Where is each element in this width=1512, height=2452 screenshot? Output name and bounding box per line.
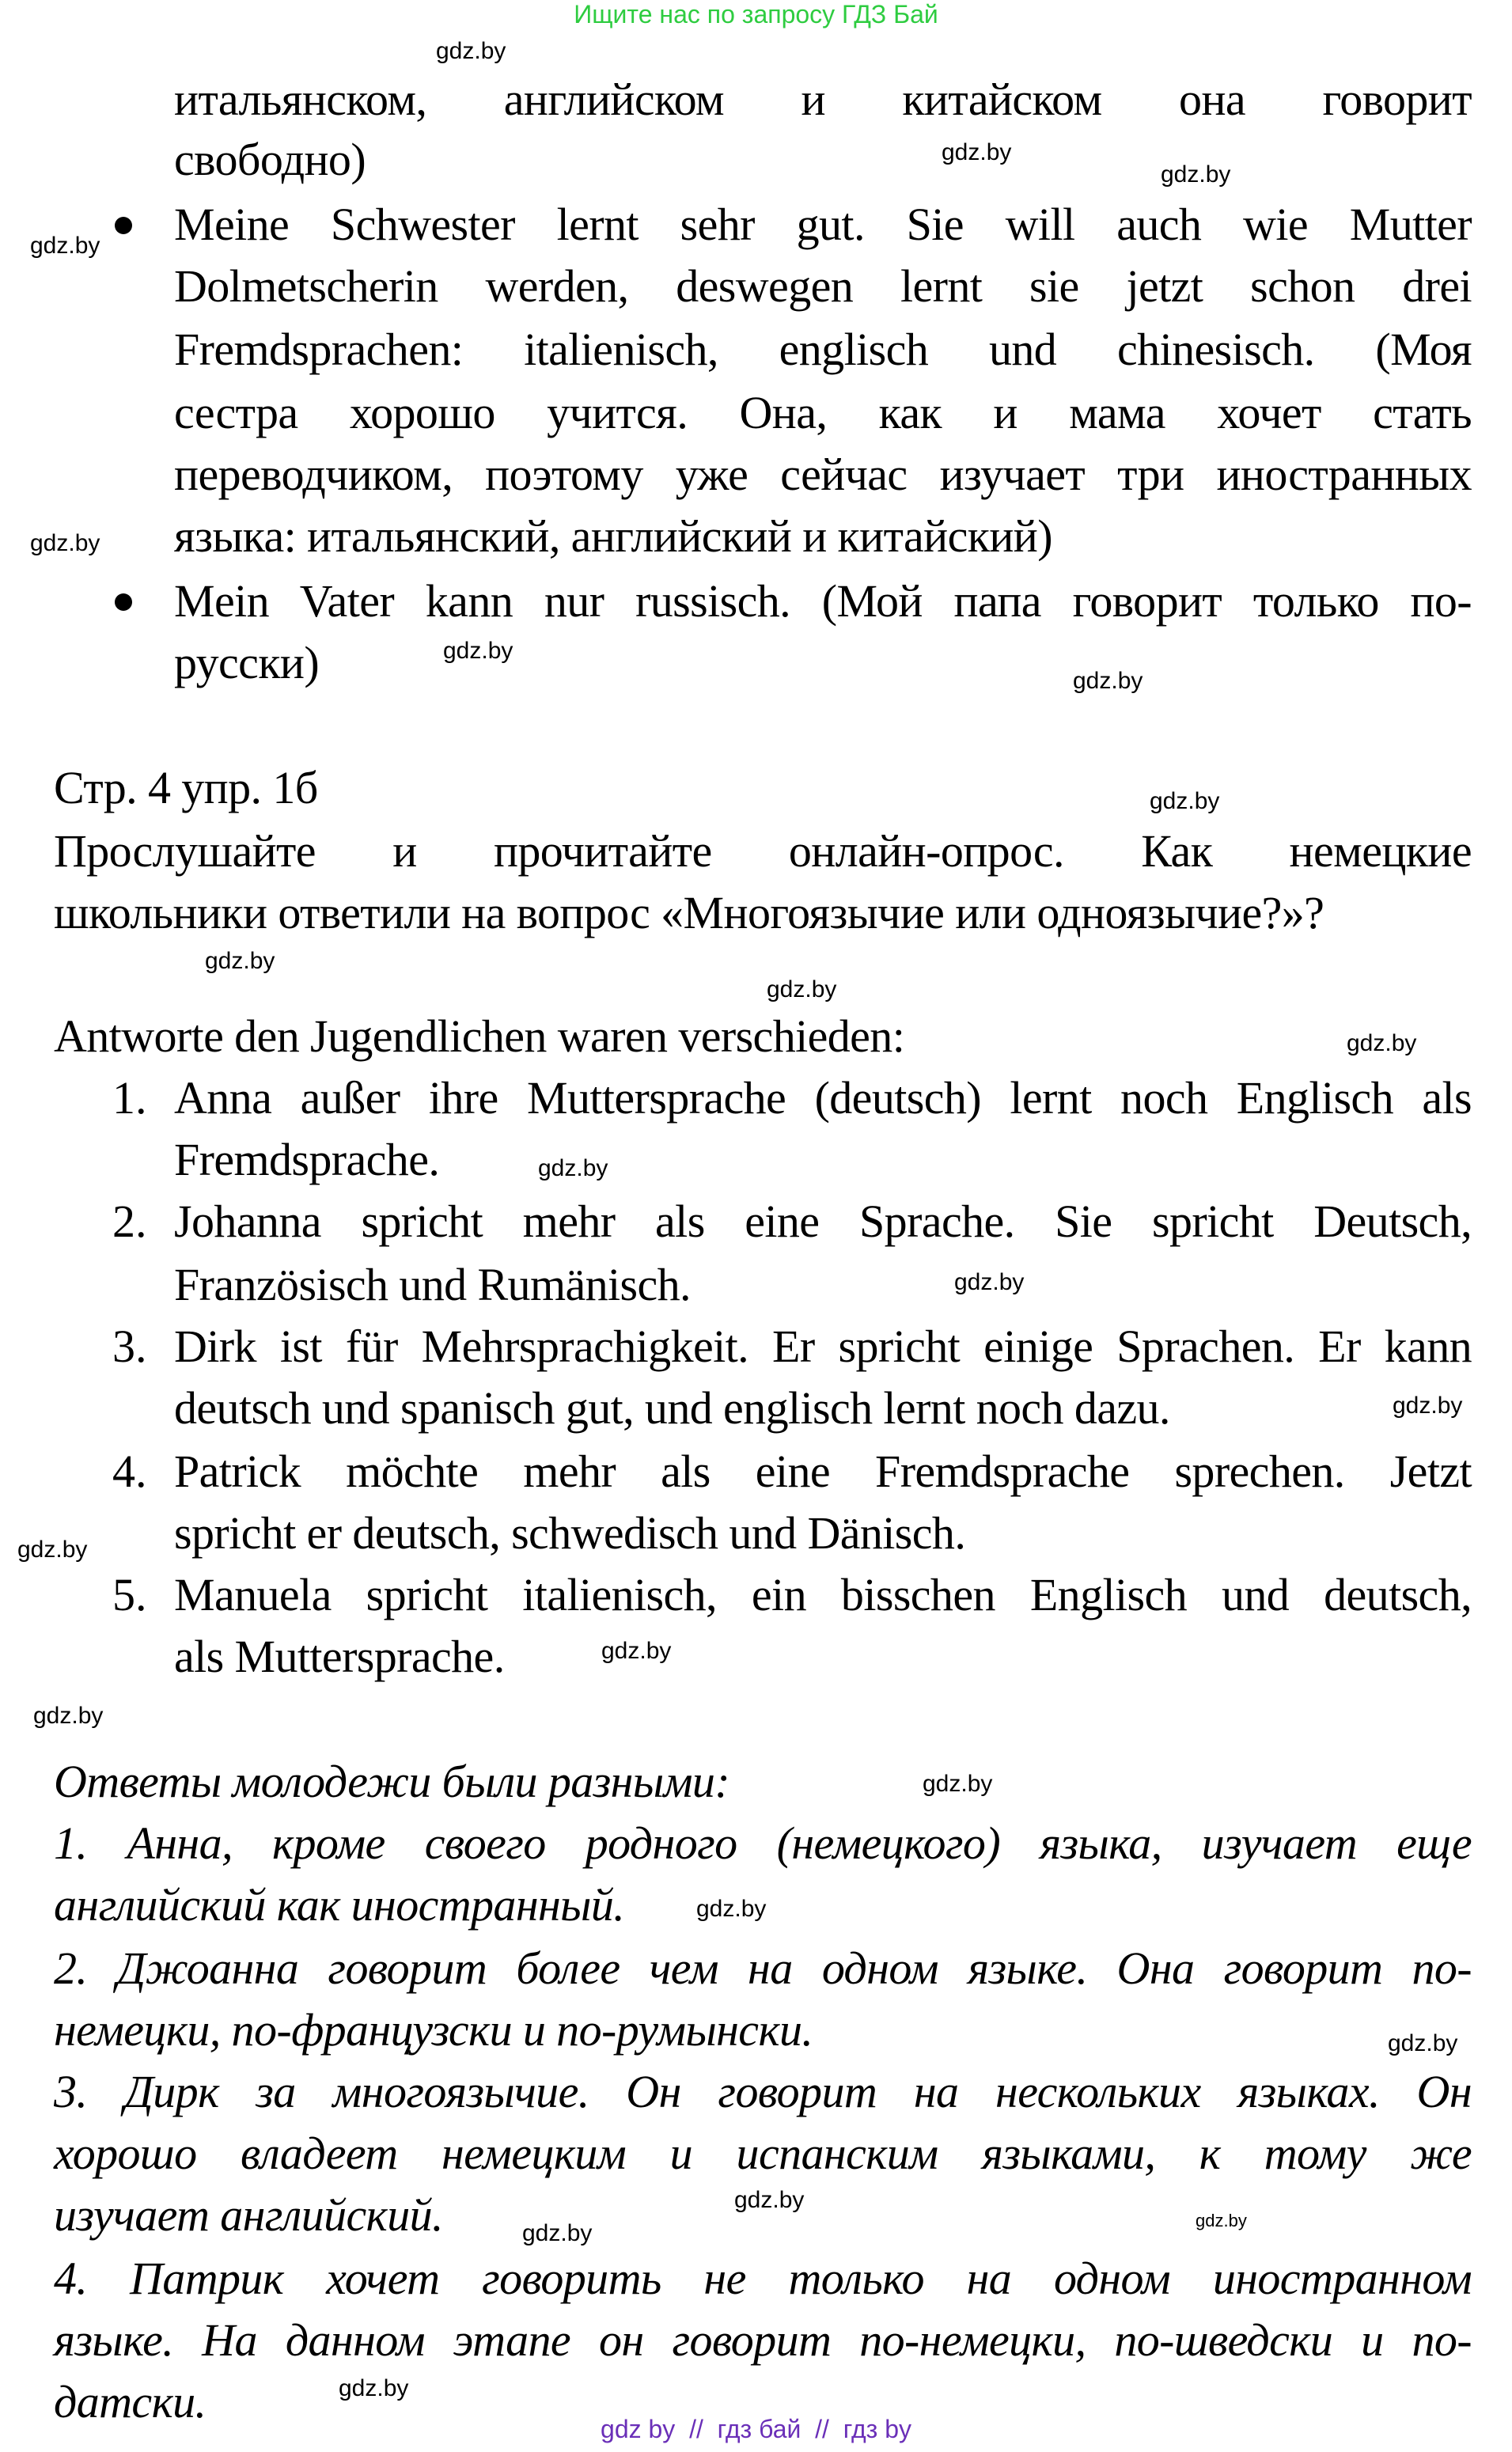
watermark: gdz.by <box>1388 2030 1458 2056</box>
translation-line: языке. На данном этапе он говорит по-немецки, по-шведски и по- <box>54 2314 1472 2366</box>
watermark: gdz.by <box>1196 2211 1247 2230</box>
answer-line: Manuela spricht italienisch, ein bisschen Englisch und deutsch, <box>174 1569 1472 1620</box>
answer-line: deutsch und spanisch gut, und englisch lernt noch dazu. <box>174 1382 1170 1434</box>
answer-line: Anna außer ihre Muttersprache (deutsch) lernt noch Englisch als <box>174 1072 1472 1124</box>
watermark: gdz.by <box>17 1537 88 1563</box>
answer-line: spricht er deutsch, schwedisch und Dänisch. <box>174 1507 966 1559</box>
list-number: 1. <box>112 1072 147 1124</box>
translation-line: немецки, по-французски и по-румынски. <box>54 2004 813 2056</box>
watermark: gdz.by <box>1161 161 1231 188</box>
watermark: gdz.by <box>33 1703 104 1729</box>
translation-line: 1. Анна, кроме своего родного (немецкого) языка, изучает еще <box>54 1817 1472 1869</box>
watermark: gdz.by <box>30 530 100 556</box>
text-line: Mein Vater kann nur russisch. (Мой папа говорит только по- <box>174 575 1472 627</box>
footer-links[interactable]: gdz by // гдз бай // гдз by <box>601 2415 911 2443</box>
watermark: gdz.by <box>1393 1393 1463 1419</box>
watermark: gdz.by <box>443 638 513 664</box>
translation-line: изучает английский. <box>54 2189 443 2241</box>
watermark: gdz.by <box>205 948 275 974</box>
bullet-icon <box>115 593 132 611</box>
watermark: gdz.by <box>734 2187 805 2213</box>
watermark: gdz.by <box>696 1896 767 1922</box>
text-line: свободно) <box>174 134 366 185</box>
translation-line: 3. Дирк за многоязычие. Он говорит на нескольких языках. Он <box>54 2066 1472 2117</box>
watermark: gdz.by <box>339 2375 409 2401</box>
watermark: gdz.by <box>942 139 1012 165</box>
text-line: итальянском, английском и китайском она говорит <box>174 74 1472 125</box>
bullet-icon <box>115 217 132 234</box>
text-line: Fremdsprachen: italienisch, englisch und chinesisch. (Моя <box>174 324 1472 375</box>
translation-line: датски. <box>54 2376 207 2427</box>
list-number: 2. <box>112 1196 147 1247</box>
search-banner: Ищите нас по запросу ГДЗ Бай <box>574 0 938 28</box>
list-number: 3. <box>112 1321 147 1372</box>
translation-line: английский как иностранный. <box>54 1879 625 1931</box>
answer-intro: Antworte den Jugendlichen waren verschieden: <box>54 1010 905 1062</box>
watermark: gdz.by <box>1347 1030 1417 1056</box>
answer-line: Französisch und Rumänisch. <box>174 1259 691 1310</box>
watermark: gdz.by <box>538 1155 608 1181</box>
watermark: gdz.by <box>923 1771 993 1797</box>
text-line: переводчиком, поэтому уже сейчас изучает три иностранных <box>174 449 1472 500</box>
answer-line: Fremdsprache. <box>174 1134 440 1185</box>
watermark: gdz.by <box>1073 668 1143 694</box>
answer-line: Johanna spricht mehr als eine Sprache. Sie spricht Deutsch, <box>174 1196 1472 1247</box>
task-line: Прослушайте и прочитайте онлайн-опрос. Как немецкие <box>54 825 1472 877</box>
translation-line: хорошо владеет немецким и испанским языками, к тому же <box>54 2128 1472 2179</box>
text-line: Meine Schwester lernt sehr gut. Sie will auch wie Mutter <box>174 199 1472 250</box>
task-line: школьники ответили на вопрос «Многоязычие или одноязычие?»? <box>54 887 1324 938</box>
translation-line: 2. Джоанна говорит более чем на одном языке. Она говорит по- <box>54 1942 1472 1994</box>
list-number: 5. <box>112 1569 147 1620</box>
watermark: gdz.by <box>436 38 506 64</box>
list-number: 4. <box>112 1446 147 1497</box>
answer-line: Patrick möchte mehr als eine Fremdsprache sprechen. Jetzt <box>174 1446 1472 1497</box>
watermark: gdz.by <box>767 976 837 1002</box>
text-line: сестра хорошо учится. Она, как и мама хочет стать <box>174 387 1472 438</box>
text-line: Dolmetscherin werden, deswegen lernt sie jetzt schon drei <box>174 260 1472 312</box>
text-line: русски) <box>174 637 320 688</box>
watermark: gdz.by <box>601 1638 672 1664</box>
translation-line: 4. Патрик хочет говорить не только на одном иностранном <box>54 2253 1472 2304</box>
watermark: gdz.by <box>522 2220 593 2246</box>
watermark: gdz.by <box>954 1269 1025 1295</box>
text-line: языка: итальянский, английский и китайский) <box>174 510 1052 562</box>
exercise-heading: Стр. 4 упр. 1б <box>54 762 318 813</box>
answer-line: Dirk ist für Mehrsprachigkeit. Er spricht einige Sprachen. Er kann <box>174 1321 1472 1372</box>
watermark: gdz.by <box>30 233 100 259</box>
watermark: gdz.by <box>1150 788 1220 814</box>
answer-line: als Muttersprache. <box>174 1631 505 1682</box>
translation-intro: Ответы молодежи были разными: <box>54 1756 730 1807</box>
